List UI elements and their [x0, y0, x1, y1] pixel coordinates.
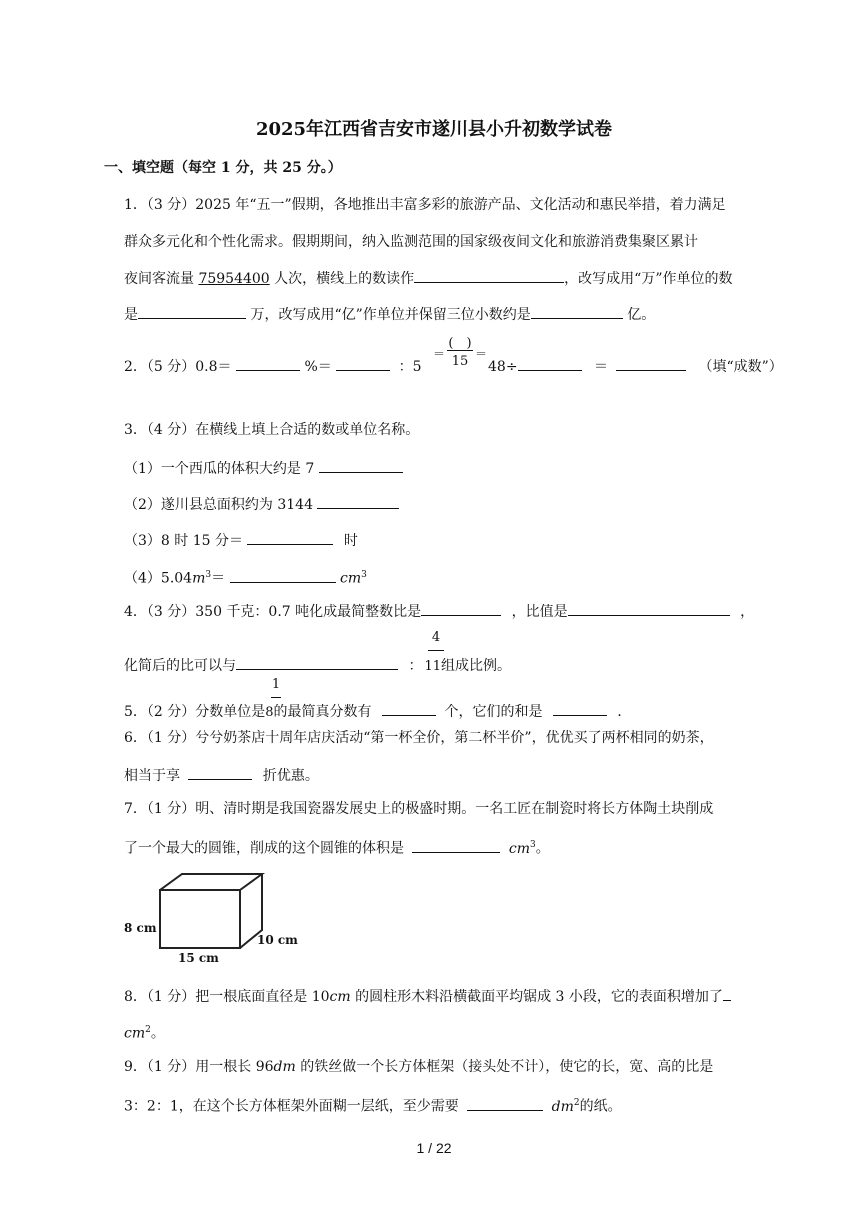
answer-blank: [382, 700, 436, 716]
q2-eq1: ＝: [433, 347, 446, 361]
answer-blank: [531, 303, 623, 319]
q1-line3: 夜间客流量 75954400 人次，横线上的数读作 ，改写成用“万”作单位的数: [124, 267, 733, 289]
q1-line4: 是 万，改写成用“亿”作单位并保留三位小数约是 亿。: [124, 303, 655, 325]
q6-line1: 6．（1 分）兮兮奶茶店十周年店庆活动“第一杯全价，第二杯半价”，优优买了两杯相同的奶茶，: [124, 730, 714, 746]
q2-fraction-bar: [447, 350, 473, 351]
answer-blank: [138, 303, 246, 319]
figure-label-length: 15 cm: [178, 951, 219, 965]
answer-blank: [230, 567, 336, 583]
q8-line1: 8．（1 分）把一根底面直径是 10cm 的圆柱形木料沿横截面平均锯成 3 小段，它的表面积增加了: [124, 985, 731, 1007]
q3-sub1: （1）一个西瓜的体积大约是 7: [124, 457, 403, 479]
q7-line1: 7．（1 分）明、清时期是我国瓷器发展史上的极盛时期。一名工匠在制瓷时将长方体陶土块削成: [124, 801, 714, 817]
page-title: 2025年江西省吉安市遂川县小升初数学试卷: [255, 119, 613, 140]
q2-eq2: ＝: [475, 347, 488, 361]
q3-sub2: （2）遂川县总面积约为 3144: [124, 493, 399, 515]
q9-line2: 3：2：1，在这个长方体框架外面糊一层纸，至少需要 $dm^2$的纸。: [124, 1093, 622, 1117]
q9-line1: 9．（1 分）用一根长 96dm 的铁丝做一个长方体框架（接头处不计），使它的长，宽、高的比是: [124, 1059, 714, 1075]
answer-blank: [336, 355, 390, 371]
q4-line2: 化简后的比可以与 ： 11组成比例。: [124, 654, 511, 677]
page-number: 1 / 22: [416, 1140, 452, 1156]
answer-blank: [723, 985, 731, 1001]
answer-blank: [317, 493, 399, 509]
q3-sub3: （3）8 时 15 分＝ 时: [124, 529, 358, 551]
figure-label-width: 10 cm: [257, 933, 298, 947]
q3-stem: 3．（4 分）在横线上填上合适的数或单位名称。: [124, 422, 420, 438]
q5-fraction-bar: [271, 697, 281, 698]
q2-line-a: 2．（5 分）0.8＝ %＝ ：5: [124, 355, 422, 377]
answer-blank: [319, 457, 403, 473]
q5-line: 5．（2 分）分数单位是8的最简真分数有 个，它们的和是 ．: [124, 700, 631, 723]
passenger-number: 75954400: [198, 271, 270, 287]
answer-blank: [236, 654, 398, 670]
q3-sub4: $(4)5.04m^3= cm^3$: [124, 565, 367, 589]
q7-line2: 了一个最大的圆锥，削成的这个圆锥的体积是 $cm^3$。: [124, 835, 550, 859]
q2-frac-den: 15: [451, 354, 469, 369]
answer-blank: [568, 600, 730, 616]
q5-frac-den: 8: [265, 705, 274, 720]
answer-blank: [236, 355, 300, 371]
cuboid-top-face: [160, 874, 262, 890]
answer-blank: [421, 600, 501, 616]
answer-blank: [616, 355, 686, 371]
figure-label-height: 8 cm: [124, 921, 157, 935]
q4-line1: 4．（3 分）350 千克：0.7 吨化成最简整数比是 ，比值是 ，: [124, 600, 754, 622]
q2-line-b: 48÷ ＝ （填“成数”）: [488, 355, 783, 377]
q4-frac-den: 11: [424, 659, 441, 674]
answer-blank: [467, 1095, 543, 1111]
answer-blank: [247, 529, 333, 545]
q6-line2: 相当于享 折优惠。: [124, 764, 319, 786]
q1-line2: 群众多元化和个性化需求。假期期间，纳入监测范围的国家级夜间文化和旅游消费集聚区累计: [124, 234, 698, 250]
answer-blank: [553, 700, 607, 716]
q4-fraction-bar: [428, 650, 444, 651]
section-heading: 一、填空题（每空 1 分，共 25 分。）: [104, 160, 342, 176]
answer-blank: [188, 764, 252, 780]
q2-frac-num: ( ): [448, 336, 472, 351]
q5-frac-num: 1: [271, 677, 281, 692]
cuboid-front-face: [160, 890, 240, 948]
answer-blank: [518, 355, 582, 371]
answer-blank: [412, 837, 500, 853]
q1-line1: 1．（3 分）2025 年“五一”假期，各地推出丰富多彩的旅游产品、文化活动和惠民举措，着力满足: [124, 197, 726, 213]
q8-line2: $cm^2$。: [124, 1025, 165, 1042]
q4-frac-num: 4: [431, 630, 441, 645]
answer-blank: [414, 267, 564, 283]
